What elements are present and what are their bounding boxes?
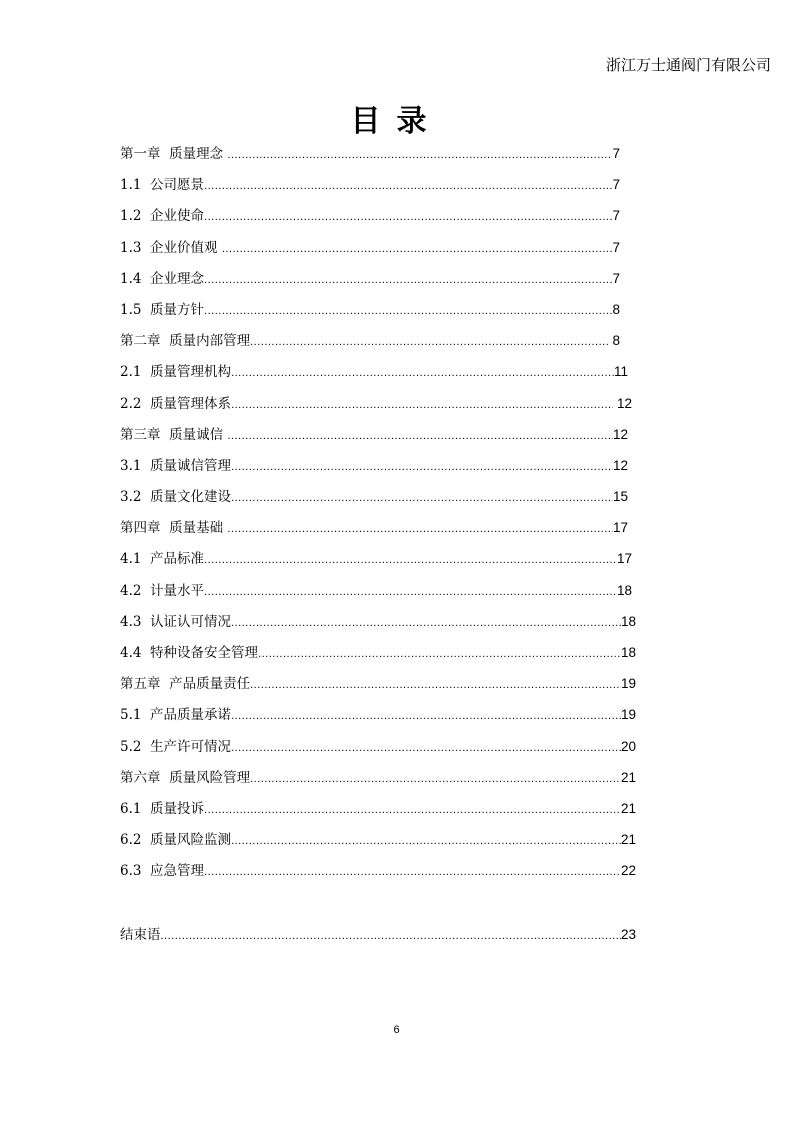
toc-leader-dots — [204, 580, 617, 603]
toc-leader-dots — [231, 455, 613, 478]
page-number: 6 — [393, 1024, 400, 1036]
toc-entry-page: 22 — [621, 859, 636, 883]
toc-leader-dots — [250, 330, 609, 353]
toc-entry-page: 12 — [613, 423, 628, 447]
toc-entry-page: 7 — [612, 236, 620, 260]
toc-entry-title: 6.1 质量投诉 — [120, 797, 204, 821]
toc-entry-page: 7 — [612, 267, 620, 291]
toc-leader-dots — [227, 517, 613, 540]
toc-leader-dots — [231, 736, 621, 759]
toc-entry-title: 1.1 公司愿景 — [120, 173, 204, 197]
toc-entry-title: 6.2 质量风险监测 — [120, 828, 231, 852]
page-title: 目录 — [350, 104, 443, 139]
toc-entry-title: 第二章 质量内部管理 — [120, 329, 250, 353]
toc-entry-page: 23 — [621, 923, 636, 947]
toc-entry-title: 1.3 企业价值观 — [120, 236, 222, 260]
toc-entry-page: 12 — [613, 454, 628, 478]
toc-entry-title: 结束语 — [120, 923, 161, 947]
toc-entry-page: 21 — [621, 766, 636, 790]
toc-entry-title: 第三章 质量诚信 — [120, 423, 227, 447]
toc-entry-page: 15 — [613, 485, 628, 509]
toc-entry-page: 19 — [621, 672, 636, 696]
toc-entry-page: 17 — [617, 547, 632, 571]
toc-leader-dots — [231, 486, 613, 509]
toc-entry-page: 8 — [609, 329, 620, 353]
toc-entry-page: 11 — [614, 360, 628, 384]
toc-entry-title: 4.1 产品标准 — [120, 547, 204, 571]
toc-leader-dots — [231, 361, 614, 384]
toc-leader-dots — [250, 767, 621, 790]
toc-entry-title: 第五章 产品质量责任 — [120, 672, 250, 696]
toc-entry-page: 18 — [621, 641, 636, 665]
toc-entry-page: 21 — [621, 797, 636, 821]
toc-leader-dots — [258, 642, 621, 665]
toc-entry-title: 第四章 质量基础 — [120, 516, 227, 540]
toc-entry-title: 第六章 质量风险管理 — [120, 766, 250, 790]
toc-leader-dots — [204, 205, 612, 228]
toc-entry-title: 1.2 企业使命 — [120, 204, 204, 228]
toc-entry-title: 4.3 认证认可情况 — [120, 610, 231, 634]
toc-entry-page: 7 — [612, 142, 620, 166]
toc-entry-page: 7 — [612, 204, 620, 228]
toc-leader-dots — [204, 548, 617, 571]
toc-entry-title: 3.1 质量诚信管理 — [120, 454, 231, 478]
toc-entry-title: 1.5 质量方针 — [120, 298, 204, 322]
toc-leader-dots — [222, 237, 613, 260]
toc-entry-title: 4.2 计量水平 — [120, 579, 204, 603]
toc-leader-dots — [231, 393, 613, 416]
toc-entry-title: 第一章 质量理念 — [120, 142, 227, 166]
toc-entry-title: 5.1 产品质量承诺 — [120, 703, 231, 727]
toc-leader-dots — [231, 704, 621, 727]
toc-entry-page: 20 — [621, 735, 636, 759]
toc-entry-page: 19 — [621, 703, 636, 727]
toc-entry-title: 3.2 质量文化建设 — [120, 485, 231, 509]
toc-leader-dots — [204, 798, 621, 821]
toc-leader-dots — [161, 924, 621, 947]
toc-entry-page: 21 — [621, 828, 636, 852]
toc-leader-dots — [231, 829, 621, 852]
toc-entry-title: 6.3 应急管理 — [120, 859, 204, 883]
toc-leader-dots — [204, 299, 612, 322]
toc-leader-dots — [231, 611, 621, 634]
toc-entry-title: 5.2 生产许可情况 — [120, 735, 231, 759]
toc-entry-title: 4.4 特种设备安全管理 — [120, 641, 258, 665]
toc-entry-title: 1.4 企业理念 — [120, 267, 204, 291]
toc-leader-dots — [204, 860, 621, 883]
toc-entry-title: 2.2 质量管理体系 — [120, 392, 231, 416]
toc-leader-dots — [204, 268, 612, 291]
toc-entry-page: 8 — [612, 298, 620, 322]
toc-entry-page: 17 — [613, 516, 628, 540]
toc-entry-page: 18 — [621, 610, 636, 634]
company-header: 浙江万士通阀门有限公司 — [605, 56, 771, 74]
toc-entry-page: 18 — [617, 579, 632, 603]
toc-leader-dots — [227, 424, 613, 447]
toc-leader-dots — [227, 143, 612, 166]
toc-entry-title: 2.1 质量管理机构 — [120, 360, 231, 384]
toc-leader-dots — [204, 174, 612, 197]
toc-entry-page: 12 — [613, 392, 632, 416]
toc-leader-dots — [250, 673, 621, 696]
toc-entry-page: 7 — [612, 173, 620, 197]
